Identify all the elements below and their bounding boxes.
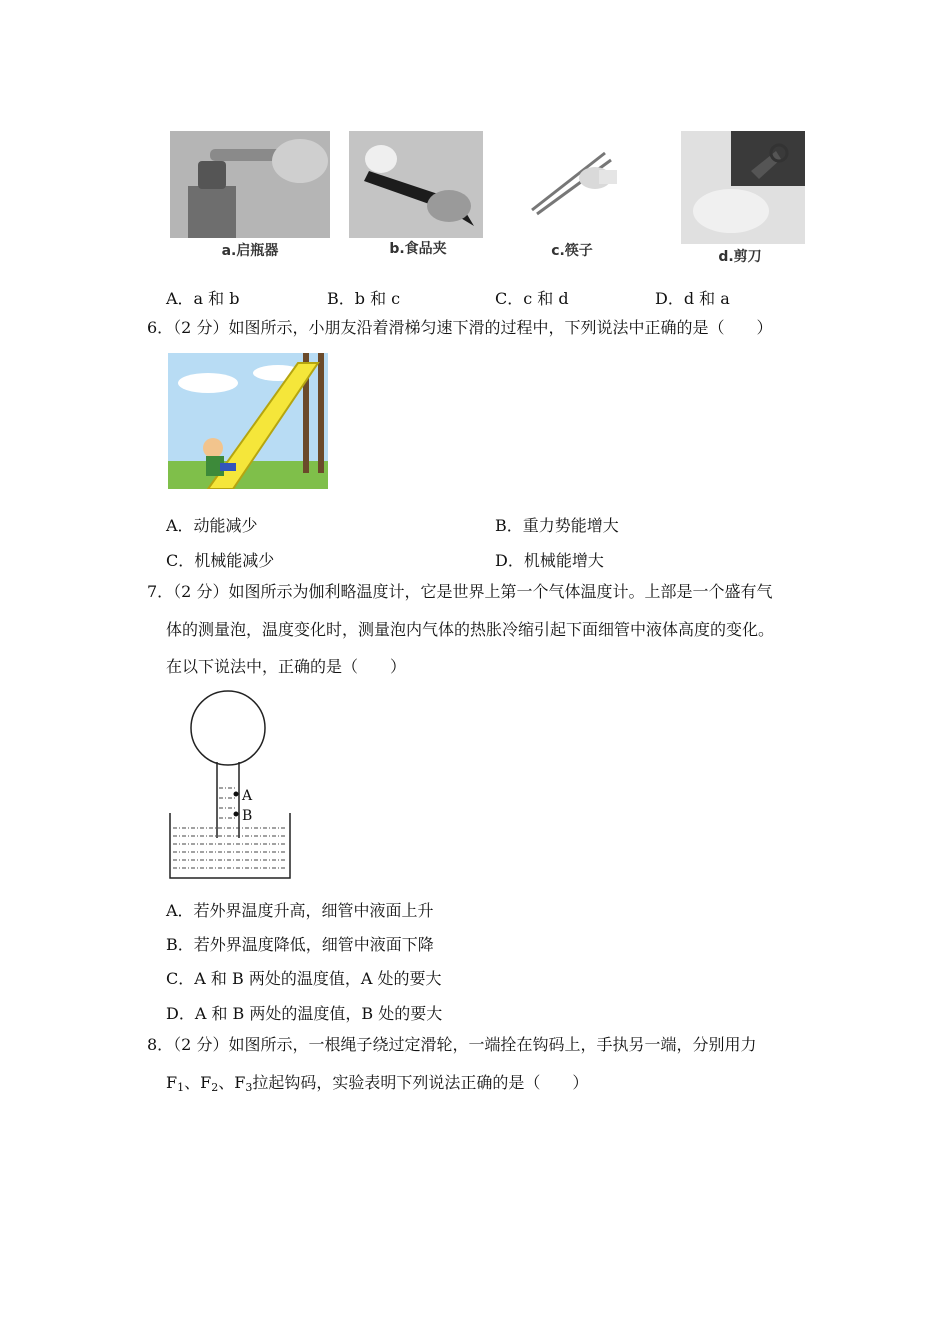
caption-b: b.食品夹 <box>389 241 447 257</box>
q6-option-d[interactable]: D．机械能增大 <box>495 551 604 570</box>
q7-option-d[interactable]: D．A 和 B 两处的温度值，B 处的要大 <box>166 1004 443 1023</box>
chopsticks-photo <box>527 148 617 218</box>
q6-option-a[interactable]: A．动能减少 <box>166 516 258 535</box>
q6-option-b[interactable]: B．重力势能增大 <box>495 516 619 535</box>
slide-image <box>168 353 328 489</box>
caption-c: c.筷子 <box>551 243 593 259</box>
q7-option-c[interactable]: C．A 和 B 两处的温度值，A 处的要大 <box>166 969 442 988</box>
q5-option-d[interactable]: D．d 和 a <box>655 289 730 308</box>
chopsticks-image <box>527 148 617 218</box>
q8-stem-line-2: $F_1$、$F_2$、$F_3$拉起钩码，实验表明下列说法正确的是（ ） <box>166 1073 589 1094</box>
q6-option-c[interactable]: C．机械能减少 <box>166 551 275 570</box>
q8-stem-rest: 拉起钩码，实验表明下列说法正确的是（ ） <box>252 1073 589 1092</box>
q7-stem-line-3: 在以下说法中，正确的是（ ） <box>166 657 407 676</box>
q6-stem: 6．（2 分）如图所示，小朋友沿着滑梯匀速下滑的过程中，下列说法中正确的是（ ） <box>147 318 773 337</box>
q7-option-a[interactable]: A．若外界温度升高，细管中液面上升 <box>166 901 434 920</box>
scissors-image <box>681 131 805 244</box>
food-tongs-image <box>349 131 483 238</box>
q8-stem-line-1: 8．（2 分）如图所示，一根绳子绕过定滑轮，一端拴在钩码上，手执另一端，分别用力 <box>147 1035 757 1054</box>
point-b-marker <box>234 812 239 817</box>
caption-d: d.剪刀 <box>718 249 762 265</box>
point-a-marker <box>234 792 239 797</box>
q7-stem-line-2: 体的测量泡，温度变化时，测量泡内气体的热胀冷缩引起下面细管中液体高度的变化。 <box>166 620 775 639</box>
force-f1: F <box>166 1073 178 1092</box>
q5-option-a[interactable]: A．a 和 b <box>166 289 240 308</box>
bottle-opener-image <box>170 131 330 238</box>
bottle-opener-photo <box>170 131 330 238</box>
galileo-thermometer-figure <box>165 688 300 883</box>
scissors-photo <box>681 131 805 244</box>
q7-option-b[interactable]: B．若外界温度降低，细管中液面下降 <box>166 935 434 954</box>
caption-a: a.启瓶器 <box>221 243 279 259</box>
slide-illustration <box>168 353 328 489</box>
q5-option-c[interactable]: C．c 和 d <box>495 289 569 308</box>
q7-stem-line-1: 7．（2 分）如图所示为伽利略温度计，它是世界上第一个气体温度计。上部是一个盛有气 <box>147 582 773 601</box>
q5-option-b[interactable]: B．b 和 c <box>327 289 401 308</box>
food-tongs-photo <box>349 131 483 238</box>
point-a-label: A <box>242 788 253 804</box>
point-b-label: B <box>242 808 253 824</box>
